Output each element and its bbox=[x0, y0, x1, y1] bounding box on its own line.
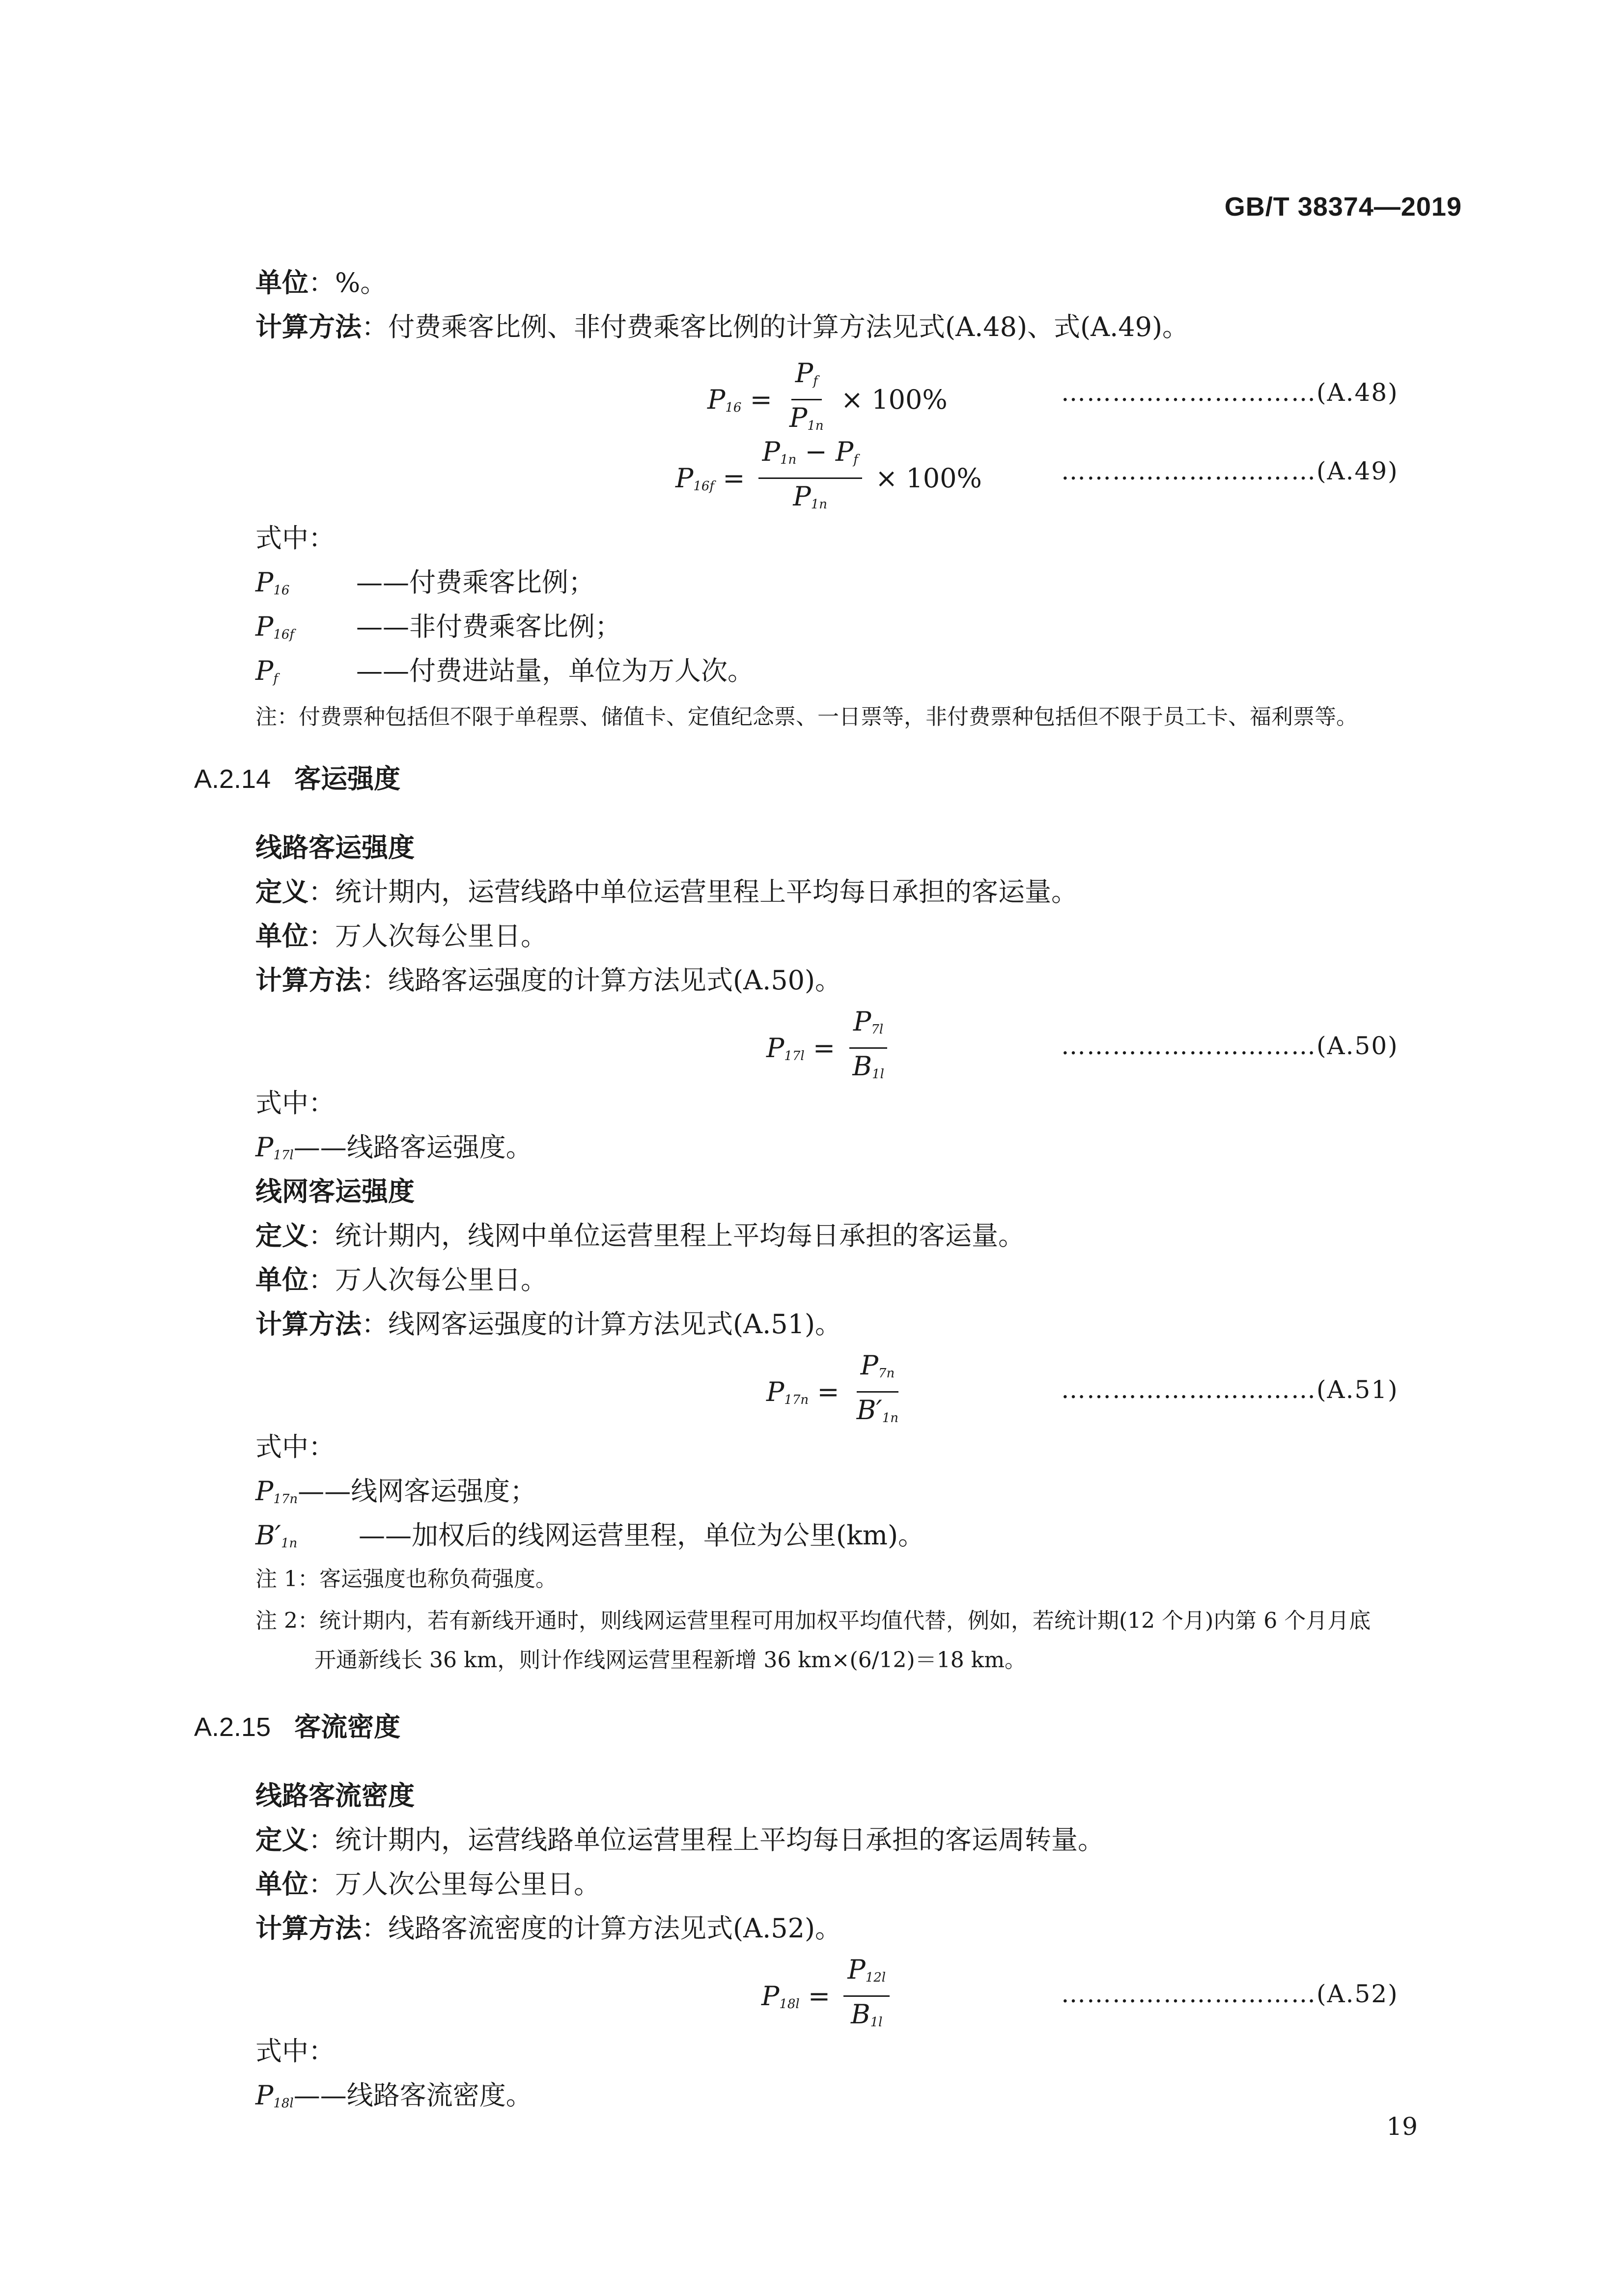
legend-p16f: $P_{16f}$ ——非付费乘客比例； bbox=[255, 611, 621, 642]
fraction: $\frac{P_{7n}}{B'_{1n}}$ bbox=[856, 1350, 899, 1426]
legend-p16: $P_{16}$ ——付费乘客比例； bbox=[255, 567, 595, 598]
unit-value: ：%。 bbox=[308, 267, 387, 298]
where-label: 式中： bbox=[255, 1088, 335, 1119]
unit-line: 单位：万人次每公里日。 bbox=[255, 1264, 547, 1295]
where-label: 式中： bbox=[255, 523, 335, 554]
equation-tag-a52: …………………………(A.52) bbox=[1061, 1980, 1399, 2008]
legend-b1n: $B'_{1n}$ ——加权后的线网运营里程，单位为公里(km)。 bbox=[255, 1520, 925, 1551]
definition-line: 定义：统计期内，运营线路中单位运营里程上平均每日承担的客运量。 bbox=[255, 876, 1078, 907]
note-1: 注 1：客运强度也称负荷强度。 bbox=[255, 1567, 557, 1592]
equation-tag-a51: …………………………(A.51) bbox=[1061, 1375, 1399, 1404]
unit-line: 单位：万人次每公里日。 bbox=[255, 921, 547, 952]
heading-network-intensity: 线网客运强度 bbox=[255, 1176, 415, 1207]
note-ticket-types: 注：付费票种包括但不限于单程票、储值卡、定值纪念票、一日票等，非付费票种包括但不限于员工卡、福利票等。 bbox=[255, 704, 1358, 729]
heading-line-intensity: 线路客运强度 bbox=[255, 832, 415, 863]
where-label: 式中： bbox=[255, 2036, 335, 2067]
section-a2-15: A.2.15 客流密度 bbox=[194, 1711, 401, 1742]
definition-line: 定义：统计期内，线网中单位运营里程上平均每日承担的客运量。 bbox=[255, 1220, 1025, 1251]
equation-a50: $P_{17l}$ = $\frac{P_{7l}}{B_{1l}}$ bbox=[766, 1007, 893, 1089]
equation-a48: $P_{16}$ = $\frac{P_f}{P_{1n}}$ × 100% bbox=[707, 359, 948, 441]
definition-line: 定义：统计期内，运营线路单位运营里程上平均每日承担的客运周转量。 bbox=[255, 1824, 1104, 1855]
note-2: 注 2：统计期内，若有新线开通时，则线网运营里程可用加权平均值代替，例如，若统计期(12 个月)内第 6 个月月底 bbox=[255, 1608, 1371, 1633]
legend-p17n: $P_{17n}——$线网客运强度； bbox=[255, 1476, 537, 1507]
equation-a52: $P_{18l}$ = $\frac{P_{12l}}{B_{1l}}$ bbox=[761, 1955, 895, 2037]
unit-label: 单位 bbox=[255, 267, 308, 298]
equation-tag-a50: …………………………(A.50) bbox=[1061, 1032, 1399, 1060]
legend-p17l: $P_{17l}——$线路客运强度。 bbox=[255, 1132, 532, 1163]
where-label: 式中： bbox=[255, 1431, 335, 1462]
unit-line: 单位：万人次公里每公里日。 bbox=[255, 1869, 600, 1900]
equation-tag-a49: …………………………(A.49) bbox=[1061, 457, 1399, 485]
calc-method-line: 计算方法：线路客流密度的计算方法见式(A.52)。 bbox=[255, 1913, 842, 1944]
fraction: $\frac{P_{7l}}{B_{1l}}$ bbox=[848, 1007, 888, 1089]
fraction: $\frac{P_{12l}}{B_{1l}}$ bbox=[843, 1955, 890, 2037]
legend-p18l: $P_{18l}——$线路客流密度。 bbox=[255, 2080, 532, 2111]
standard-number: GB/T 38374—2019 bbox=[1224, 192, 1462, 222]
heading-line-density: 线路客流密度 bbox=[255, 1780, 415, 1811]
section-a2-14: A.2.14 客运强度 bbox=[194, 763, 401, 794]
fraction: $\frac{P_{1n} - P_f}{P_{1n}}$ bbox=[758, 437, 862, 519]
unit-line bbox=[255, 265, 387, 301]
equation-a51: $P_{17n}$ = $\frac{P_{7n}}{B'_{1n}}$ bbox=[766, 1351, 907, 1433]
calc-method-line bbox=[255, 309, 1189, 345]
fraction: $\frac{P_f}{P_{1n}}$ bbox=[789, 358, 824, 433]
note-2-continued: 开通新线长 36 km，则计作线网运营里程新增 36 km×(6/12)＝18 km。 bbox=[314, 1648, 1027, 1673]
calc-method-line: 计算方法：线路客运强度的计算方法见式(A.50)。 bbox=[255, 965, 842, 996]
page-number: 19 bbox=[1386, 2112, 1418, 2141]
calc-method-text: ：付费乘客比例、非付费乘客比例的计算方法见式(A.48)、式(A.49)。 bbox=[362, 311, 1189, 342]
equation-a49: $P_{16f}$ = $\frac{P_{1n} - P_f}{P_{1n}}$ × 100% bbox=[675, 437, 982, 519]
calc-method-line: 计算方法：线网客运强度的计算方法见式(A.51)。 bbox=[255, 1309, 842, 1340]
legend-pf: $P_f$ ——付费进站量，单位为万人次。 bbox=[255, 655, 754, 686]
calc-method-label: 计算方法 bbox=[255, 311, 362, 342]
equation-tag-a48: …………………………(A.48) bbox=[1061, 378, 1399, 407]
